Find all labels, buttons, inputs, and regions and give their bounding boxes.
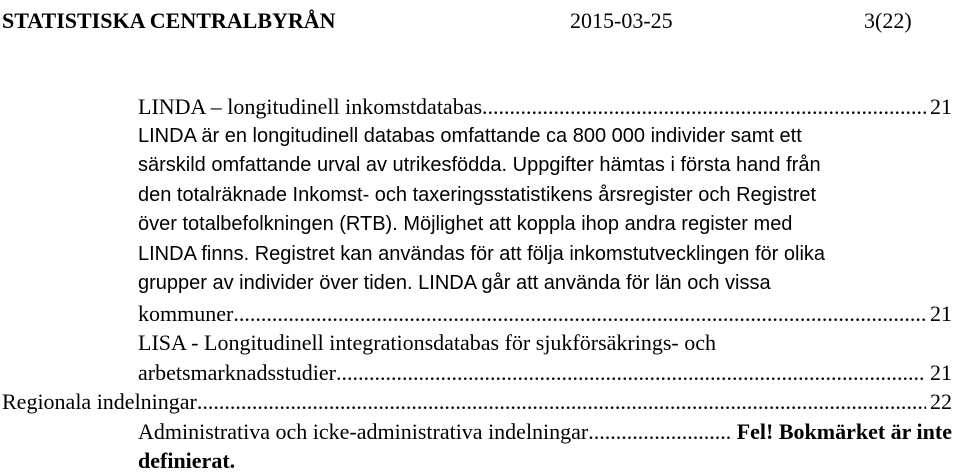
document-date: 2015-03-25 xyxy=(570,8,673,33)
description-line: över totalbefolkningen (RTB). Möjlighet att koppla ihop andra register med xyxy=(138,213,793,235)
toc-entry-lisa[interactable] xyxy=(0,328,960,358)
toc-entry-title: arbetsmarknadsstudier xyxy=(138,359,336,385)
page-header xyxy=(0,8,960,38)
toc-entry-linda-description-end[interactable] xyxy=(0,299,960,329)
table-of-contents xyxy=(0,92,960,476)
bookmark-error: definierat. xyxy=(138,448,236,473)
toc-entry-linda[interactable] xyxy=(0,92,960,122)
bookmark-error: Fel! Bokmärket är inte xyxy=(736,418,952,444)
dot-leader xyxy=(482,92,926,122)
toc-entry-regionala-indelningar[interactable] xyxy=(0,387,960,417)
description-line: LINDA är en longitudinell databas omfattande ca 800 000 individer samt ett xyxy=(138,124,802,147)
organization-name: STATISTISKA CENTRALBYRÅN xyxy=(2,8,336,33)
description-line: särskild omfattande urval av utrikesfödda. Uppgifter hämtas i första hand från xyxy=(138,154,821,176)
description-line: grupper av individer över tiden. LINDA går att använda för län och vissa xyxy=(138,272,771,294)
toc-entry-title: Regionala indelningar xyxy=(2,389,197,414)
dot-leader xyxy=(233,299,926,329)
toc-entry-page: 21 xyxy=(930,300,952,326)
description-line: LINDA finns. Registret kan användas för att följa inkomstutvecklingen för olika xyxy=(138,242,826,265)
toc-entry-page: 21 xyxy=(930,94,952,119)
toc-entry-linda-description[interactable] xyxy=(0,122,960,299)
dot-leader xyxy=(588,417,732,447)
dot-leader xyxy=(336,358,926,388)
toc-entry-title: LISA - Longitudinell integrationsdatabas för sjukförsäkrings- och xyxy=(138,330,716,355)
description-line: kommuner xyxy=(138,300,234,326)
toc-entry-lisa-cont[interactable] xyxy=(0,358,960,388)
toc-entry-administrativa[interactable] xyxy=(0,417,960,447)
toc-entry-title: LINDA – longitudinell inkomstdatabas xyxy=(138,94,483,119)
toc-entry-page: 22 xyxy=(930,389,952,414)
toc-entry-title: Administrativa och icke-administrativa indelningar xyxy=(138,418,589,444)
toc-entry-administrativa-cont xyxy=(0,446,960,476)
dot-leader xyxy=(197,387,926,417)
toc-entry-page: 21 xyxy=(930,359,952,385)
description-line: den totalräknade Inkomst- och taxeringsstatistikens årsregister och Registret xyxy=(138,183,817,206)
page-number: 3(22) xyxy=(864,8,912,33)
